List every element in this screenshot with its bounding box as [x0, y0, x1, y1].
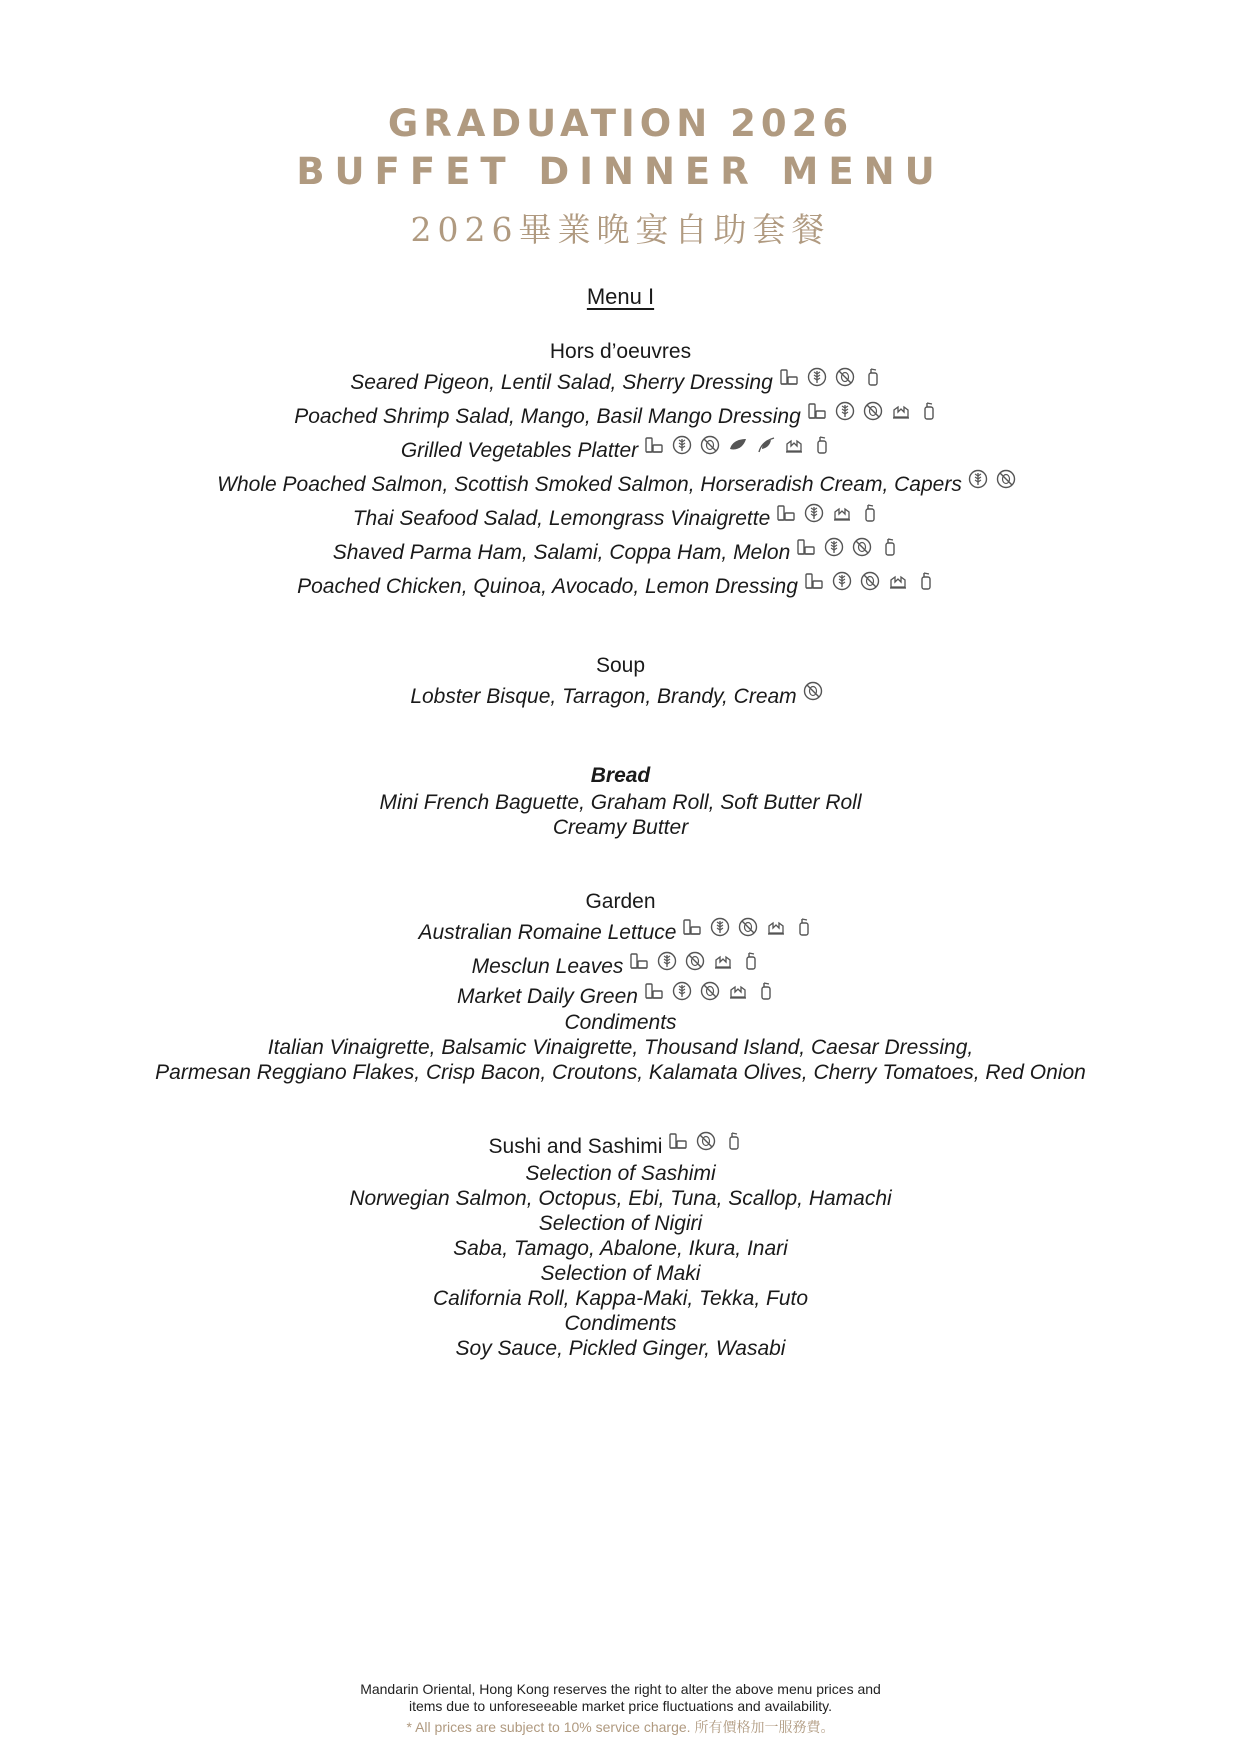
gluten-free-icon — [710, 917, 730, 937]
sushi-line: California Roll, Kappa-Maki, Tekka, Futo — [432, 1287, 809, 1310]
condiments-label: Condiments — [564, 1011, 677, 1034]
egg-free-icon — [724, 1131, 744, 1151]
vegan-icon — [756, 435, 776, 455]
section-title-bread: Bread — [590, 764, 651, 787]
title-line-2: BUFFET DINNER MENU — [296, 150, 945, 193]
dairy-free-icon — [779, 367, 799, 387]
egg-free-icon — [860, 503, 880, 523]
section-title-soup: Soup — [595, 654, 646, 677]
egg-free-icon — [741, 951, 761, 971]
menu-label: Menu I — [586, 284, 655, 309]
egg-free-icon — [919, 401, 939, 421]
menu-body — [0, 338, 1241, 1361]
dairy-free-icon — [644, 435, 664, 455]
section-title-hors-doeuvres: Hors d’oeuvres — [549, 340, 692, 363]
dairy-free-icon — [796, 537, 816, 557]
nut-free-icon — [700, 981, 720, 1001]
nut-free-icon — [700, 435, 720, 455]
dietary-icons — [807, 394, 947, 428]
egg-free-icon — [880, 537, 900, 557]
vegetarian-icon — [728, 435, 748, 455]
halal-icon — [728, 981, 748, 1001]
nut-free-icon — [860, 571, 880, 591]
dietary-icons — [629, 944, 769, 978]
footer-line-2: items due to unforeseeable market price fluctuations and availability. — [408, 1698, 833, 1714]
dietary-icons — [804, 564, 944, 598]
nut-free-icon — [835, 367, 855, 387]
dairy-free-icon — [644, 981, 664, 1001]
menu-item: Lobster Bisque, Tarragon, Brandy, Cream — [0, 680, 1241, 714]
dairy-free-icon — [807, 401, 827, 421]
halal-icon — [713, 951, 733, 971]
footer-line-1: Mandarin Oriental, Hong Kong reserves the right to alter the above menu prices and — [360, 1681, 881, 1697]
egg-free-icon — [916, 571, 936, 591]
halal-icon — [784, 435, 804, 455]
dietary-icons — [668, 1127, 752, 1155]
dairy-free-icon — [804, 571, 824, 591]
menu-item: Seared Pigeon, Lentil Salad, Sherry Dressing — [0, 366, 1241, 400]
sushi-line: Selection of Maki — [540, 1262, 701, 1285]
dairy-free-icon — [629, 951, 649, 971]
menu-item: Market Daily Green — [0, 984, 1241, 1010]
menu-item: Poached Shrimp Salad, Mango, Basil Mango Dressing — [0, 400, 1241, 434]
menu-item: Australian Romaine Lettuce — [0, 916, 1241, 950]
gluten-free-icon — [672, 981, 692, 1001]
dairy-free-icon — [776, 503, 796, 523]
title-chinese: 2026畢業晚宴自助套餐 — [410, 210, 831, 249]
egg-free-icon — [756, 981, 776, 1001]
menu-item: Mesclun Leaves — [0, 950, 1241, 984]
sushi-line: Selection of Nigiri — [538, 1212, 703, 1235]
sushi-line: Soy Sauce, Pickled Ginger, Wasabi — [455, 1337, 786, 1360]
dietary-icons — [682, 910, 822, 944]
nut-free-icon — [696, 1131, 716, 1151]
nut-free-icon — [685, 951, 705, 971]
dietary-icons — [776, 496, 888, 530]
sushi-line: Saba, Tamago, Abalone, Ikura, Inari — [453, 1237, 788, 1260]
bread-line: Creamy Butter — [552, 816, 689, 839]
dietary-icons — [796, 530, 908, 564]
nut-free-icon — [852, 537, 872, 557]
dietary-icons — [803, 674, 831, 708]
halal-icon — [832, 503, 852, 523]
gluten-free-icon — [804, 503, 824, 523]
egg-free-icon — [863, 367, 883, 387]
bread-line: Mini French Baguette, Graham Roll, Soft Butter Roll — [379, 791, 862, 814]
halal-icon — [888, 571, 908, 591]
dietary-icons — [644, 428, 840, 462]
sushi-line: Condiments — [564, 1312, 677, 1335]
sushi-line: Selection of Sashimi — [525, 1162, 716, 1185]
footer — [0, 1681, 1241, 1736]
gluten-free-icon — [832, 571, 852, 591]
nut-free-icon — [738, 917, 758, 937]
gluten-free-icon — [807, 367, 827, 387]
nut-free-icon — [863, 401, 883, 421]
menu-item: Poached Chicken, Quinoa, Avocado, Lemon Dressing — [0, 570, 1241, 604]
condiments-line: Italian Vinaigrette, Balsamic Vinaigrette, Thousand Island, Caesar Dressing, — [267, 1036, 974, 1059]
title-line-1: GRADUATION 2026 — [387, 102, 854, 145]
gluten-free-icon — [672, 435, 692, 455]
title-block — [0, 100, 1241, 252]
dairy-free-icon — [668, 1131, 688, 1151]
section-title-sushi: Sushi and Sashimi — [0, 1133, 1241, 1161]
condiments-line: Parmesan Reggiano Flakes, Crisp Bacon, Croutons, Kalamata Olives, Cherry Tomatoes, Red Onion — [155, 1061, 1086, 1084]
dietary-icons — [779, 360, 891, 394]
service-charge-note: * All prices are subject to 10% service charge. 所有價格加一服務費。 — [406, 1719, 835, 1735]
section-title-garden: Garden — [585, 890, 656, 913]
nut-free-icon — [996, 469, 1016, 489]
menu-item: Whole Poached Salmon, Scottish Smoked Salmon, Horseradish Cream, Capers — [0, 468, 1241, 502]
gluten-free-icon — [824, 537, 844, 557]
egg-free-icon — [794, 917, 814, 937]
gluten-free-icon — [657, 951, 677, 971]
menu-item: Grilled Vegetables Platter — [0, 434, 1241, 468]
menu-item: Shaved Parma Ham, Salami, Coppa Ham, Melon — [0, 536, 1241, 570]
dairy-free-icon — [682, 917, 702, 937]
halal-icon — [766, 917, 786, 937]
sushi-line: Norwegian Salmon, Octopus, Ebi, Tuna, Scallop, Hamachi — [349, 1187, 892, 1210]
halal-icon — [891, 401, 911, 421]
gluten-free-icon — [968, 469, 988, 489]
nut-free-icon — [803, 681, 823, 701]
gluten-free-icon — [835, 401, 855, 421]
menu-item: Thai Seafood Salad, Lemongrass Vinaigrette — [0, 502, 1241, 536]
dietary-icons — [968, 462, 1024, 496]
dietary-icons — [644, 978, 784, 1004]
egg-free-icon — [812, 435, 832, 455]
